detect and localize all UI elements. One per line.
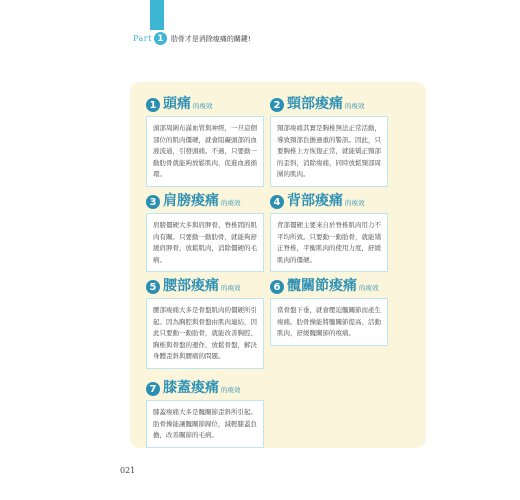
- number-badge: 7: [146, 382, 160, 396]
- card-title: 肩膀痠痛: [163, 193, 219, 209]
- card-title-suffix: 的痠效: [345, 199, 365, 207]
- card-title: 背部痠痛: [287, 193, 343, 209]
- number-badge: 1: [146, 98, 160, 112]
- card-body: 頸部痠痛其實是胸椎無法正常活動，導致頸部負擔過重的警訊。因此，只要胸椎上方恢復正常，就能矯正頸部的歪斜，消除痠痛，同時放鬆頸部周圍的肌肉。: [270, 116, 388, 187]
- number-badge: 4: [270, 195, 284, 209]
- card-headache: [146, 94, 264, 187]
- card-title: 髖關節痠痛: [287, 278, 357, 294]
- card-body: 腰部痠痛大多是骨盤肌肉的僵硬所引起。因為胸腔與骨盤由肌肉連結，因此只要動一動肋骨，就能改善胸腔、胸椎與骨盤的運作，放鬆骨盤，解決身體歪斜與腰痛的問題。: [146, 298, 264, 369]
- chapter-tab-strip: [150, 0, 164, 30]
- card-body: 肩膀僵硬大多與肩胛骨、脊椎間的肌肉有關。只要動一動肋骨，就能夠舒緩肩胛骨，放鬆肌肉，消除僵硬的毛病。: [146, 213, 264, 272]
- card-lower-back: [146, 276, 264, 369]
- page-number: 021: [120, 466, 136, 475]
- card-title-suffix: 的痠效: [221, 386, 241, 394]
- card-title-suffix: 的痠效: [193, 102, 213, 110]
- benefits-panel: [130, 82, 426, 448]
- number-badge: 2: [270, 98, 284, 112]
- card-body: 頭部周圍布滿血管與神經，一旦這個部位的肌肉僵硬，就會阻礙頭部的血液流通，引發頭痛。不過，只要動一動肋骨就能夠放鬆肌肉，促進血液循環。: [146, 116, 264, 187]
- card-title-suffix: 的痠效: [345, 102, 365, 110]
- card-neck: [270, 94, 388, 187]
- card-body: 背部僵硬主要來自於脊椎肌肉用力不平均所致。只要動一動肋骨，就能矯正脊椎，平衡肌肉的使用力度，舒緩肌肉的僵硬。: [270, 213, 388, 272]
- card-body: 當骨盤下垂，就會壓迫髖關節而產生痠痛。肋骨操能將髖關節提高、活動肌肉，舒緩髖關節的痠痛。: [270, 298, 388, 346]
- chapter-title: 肋骨才是消除痠痛的關鍵!: [170, 34, 251, 43]
- number-badge: 3: [146, 195, 160, 209]
- number-badge: 6: [270, 280, 284, 294]
- card-hip: [270, 276, 388, 346]
- part-number-badge: 1: [154, 32, 167, 45]
- card-title: 頭痛: [163, 96, 191, 112]
- card-back: [270, 191, 388, 272]
- card-body: 膝蓋痠痛大多是髖關節歪斜所引起。肋骨操能讓髖關節歸位，減輕膝蓋負擔，改善關節的毛病。: [146, 400, 264, 448]
- card-knee: [146, 378, 264, 448]
- card-shoulder: [146, 191, 264, 272]
- card-title: 膝蓋痠痛: [163, 380, 219, 396]
- number-badge: 5: [146, 280, 160, 294]
- card-title-suffix: 的痠效: [221, 199, 241, 207]
- card-title-suffix: 的痠效: [221, 284, 241, 292]
- running-header: [133, 32, 251, 45]
- card-title: 腰部痠痛: [163, 278, 219, 294]
- part-label: Part: [133, 34, 152, 43]
- card-title: 頸部痠痛: [287, 96, 343, 112]
- card-title-suffix: 的痠效: [359, 284, 379, 292]
